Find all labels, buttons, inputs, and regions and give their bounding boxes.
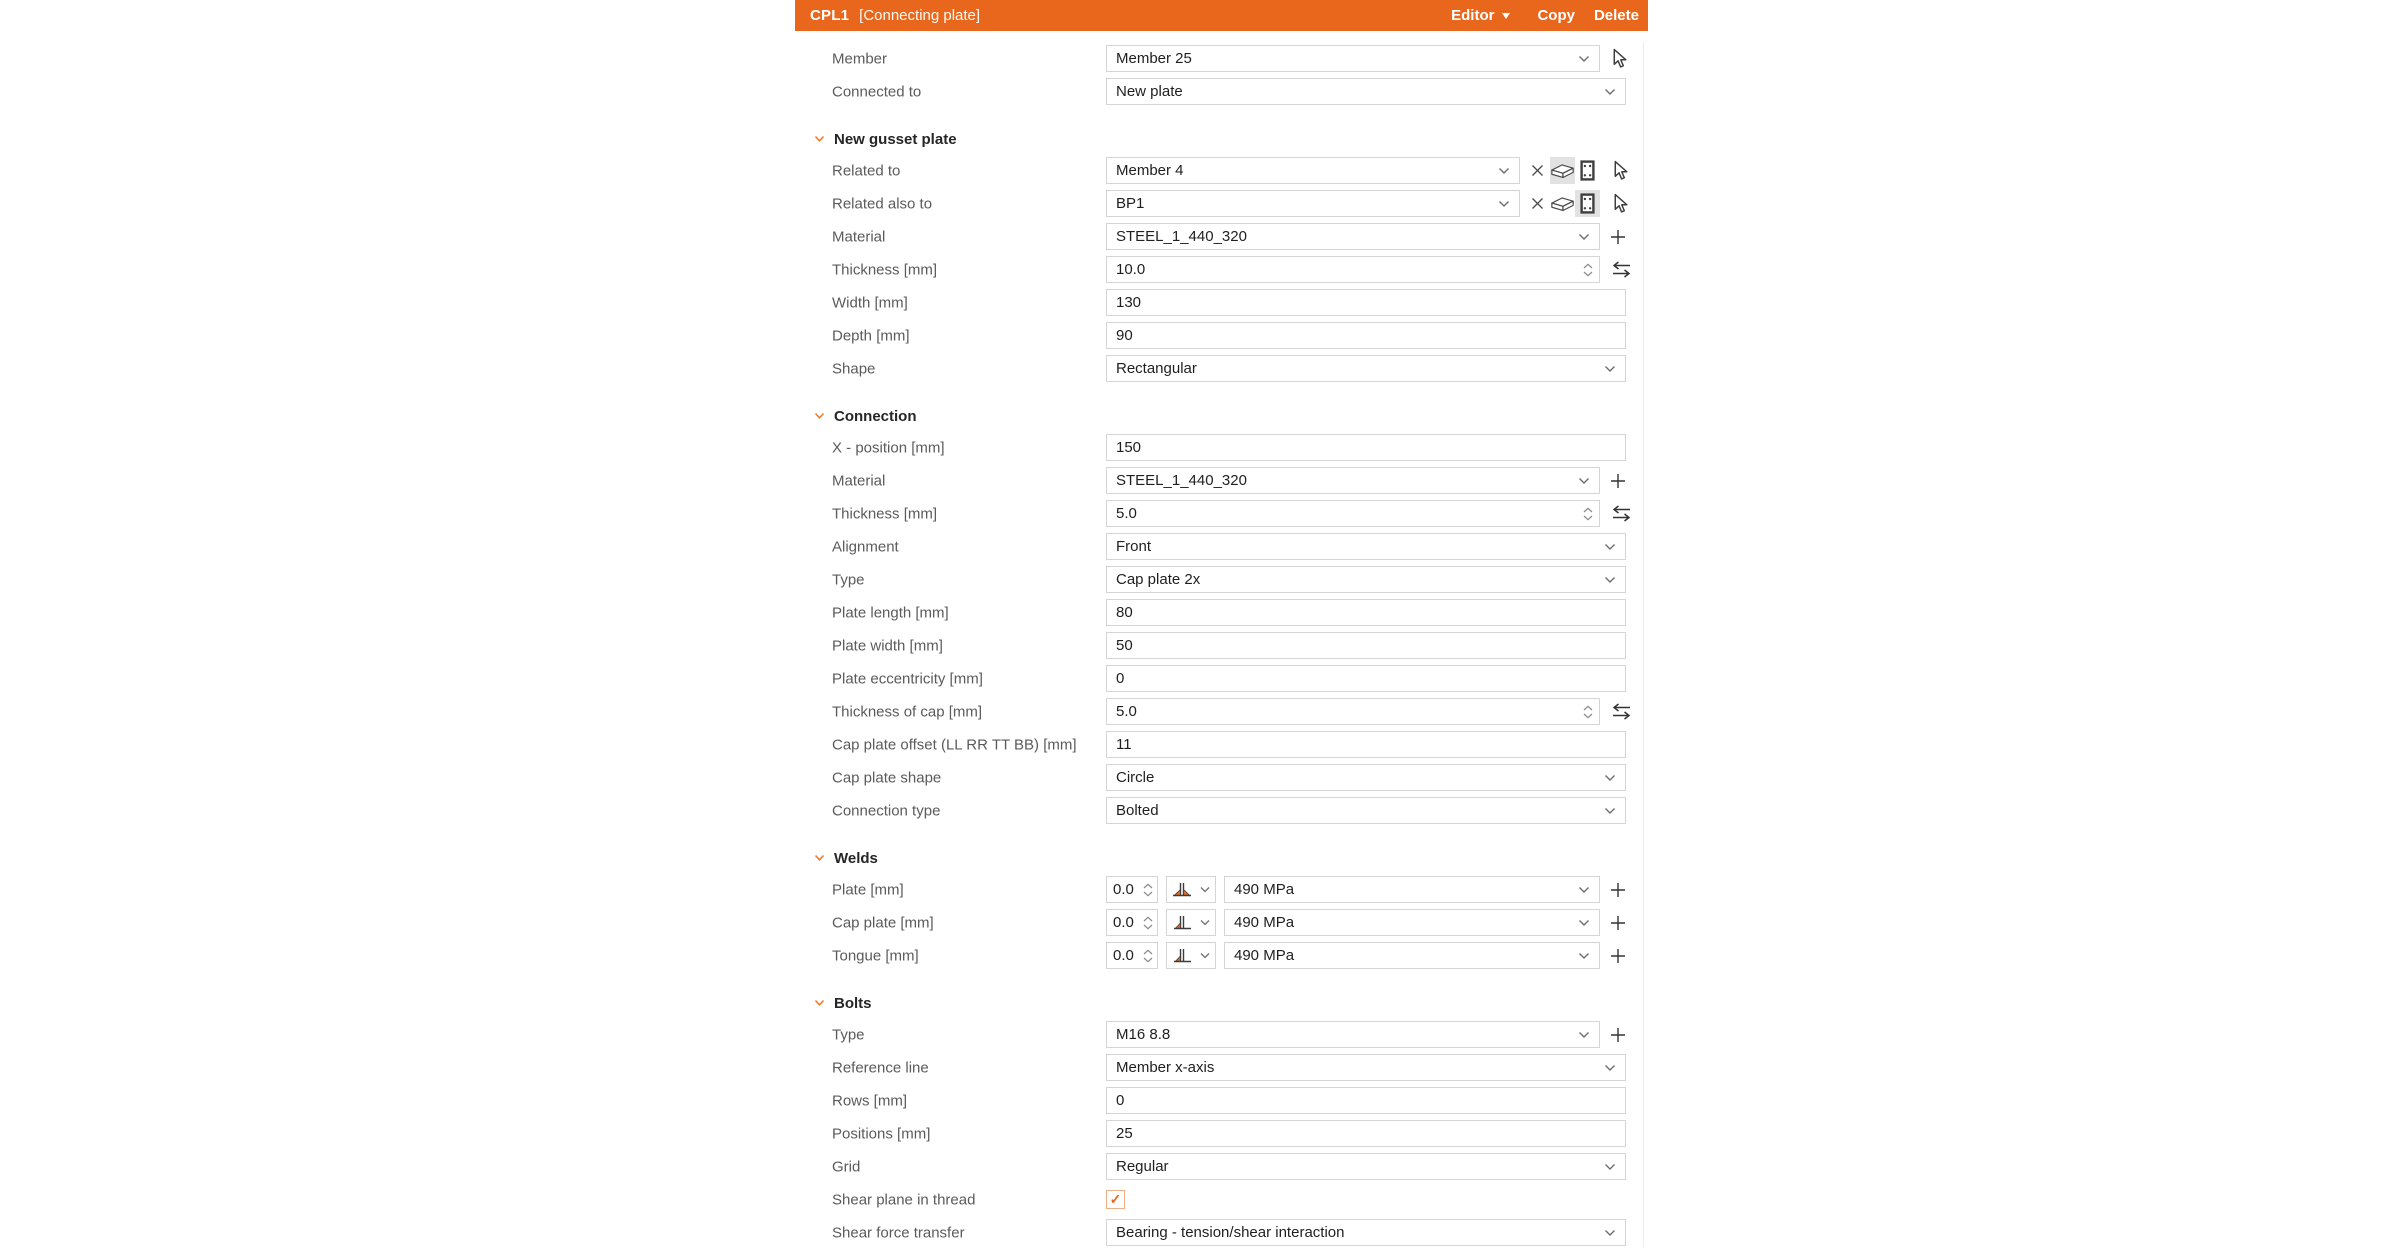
weld-cap-plate-material-select[interactable]: 490 MPa xyxy=(1224,909,1600,936)
row-weld-cap-plate xyxy=(795,906,1648,939)
section-title: Connection xyxy=(834,407,917,425)
related-to-select[interactable]: Member 4 xyxy=(1106,157,1520,184)
pick-in-scene-cursor-icon[interactable] xyxy=(1610,48,1628,69)
plate-width-input[interactable]: 50 xyxy=(1106,632,1626,659)
connection-material-select[interactable]: STEEL_1_440_320 xyxy=(1106,467,1600,494)
fillet-weld-icon xyxy=(1171,914,1193,931)
cap-plate-offset-label: Cap plate offset (LL RR TT BB) [mm] xyxy=(832,736,1077,753)
swap-direction-icon[interactable] xyxy=(1610,261,1633,278)
row-shear-force-transfer xyxy=(795,1216,1648,1249)
pick-in-scene-cursor-icon[interactable] xyxy=(1607,190,1632,217)
row-shear-plane-in-thread xyxy=(795,1183,1648,1216)
weld-tongue-label: Tongue [mm] xyxy=(832,947,919,964)
row-plate-width xyxy=(795,629,1648,662)
gusset-material-select[interactable]: STEEL_1_440_320 xyxy=(1106,223,1600,250)
row-gusset-thickness xyxy=(795,253,1648,286)
row-grid xyxy=(795,1150,1648,1183)
chevron-down-icon xyxy=(1604,365,1616,373)
section-title: Bolts xyxy=(834,994,872,1012)
material-label: Material xyxy=(832,228,886,245)
clear-selection-icon[interactable] xyxy=(1525,190,1550,217)
chevron-down-icon xyxy=(1578,1031,1590,1039)
operation-type-label: [Connecting plate] xyxy=(859,7,981,24)
copy-button[interactable]: Copy xyxy=(1537,7,1575,24)
operation-id: CPL1 xyxy=(810,7,850,24)
row-x-position xyxy=(795,431,1648,464)
double-fillet-weld-icon xyxy=(1171,881,1193,898)
bolt-type-label: Type xyxy=(832,1026,865,1043)
shear-plane-in-thread-checkbox[interactable] xyxy=(1106,1190,1125,1209)
gusset-depth-input[interactable]: 90 xyxy=(1106,322,1626,349)
plate-eccentricity-input[interactable]: 0 xyxy=(1106,665,1626,692)
alignment-select[interactable]: Front xyxy=(1106,533,1626,560)
type-select[interactable]: Cap plate 2x xyxy=(1106,566,1626,593)
row-cap-plate-offset xyxy=(795,728,1648,761)
weld-type-select[interactable] xyxy=(1166,909,1216,936)
row-bolt-type xyxy=(795,1018,1648,1051)
bolt-positions-input[interactable]: 25 xyxy=(1106,1120,1626,1147)
alignment-label: Alignment xyxy=(832,538,899,555)
depth-label: Depth [mm] xyxy=(832,327,910,344)
width-label: Width [mm] xyxy=(832,294,908,311)
row-connection-material xyxy=(795,464,1648,497)
shear-force-transfer-label: Shear force transfer xyxy=(832,1224,965,1241)
connected-to-select[interactable]: New plate xyxy=(1106,78,1626,105)
stepper-up-down-icon[interactable] xyxy=(1583,507,1593,521)
row-thickness-of-cap xyxy=(795,695,1648,728)
bolt-positions-label: Positions [mm] xyxy=(832,1125,931,1142)
shear-plane-in-thread-label: Shear plane in thread xyxy=(832,1191,976,1208)
pick-in-scene-cursor-icon[interactable] xyxy=(1607,157,1632,184)
thickness-label: Thickness [mm] xyxy=(832,505,938,522)
gusset-shape-select[interactable]: Rectangular xyxy=(1106,355,1626,382)
row-weld-tongue xyxy=(795,939,1648,972)
row-alignment xyxy=(795,530,1648,563)
stepper-up-down-icon[interactable] xyxy=(1583,705,1593,719)
add-bolt-assembly-button[interactable] xyxy=(1610,1027,1626,1043)
chevron-down-icon xyxy=(1604,1163,1616,1171)
shape-label: Shape xyxy=(832,360,876,377)
connection-type-select[interactable]: Bolted xyxy=(1106,797,1626,824)
x-position-label: X - position [mm] xyxy=(832,439,945,456)
chevron-down-icon xyxy=(1200,952,1210,959)
chevron-down-icon xyxy=(1200,886,1210,893)
cap-plate-shape-select[interactable]: Circle xyxy=(1106,764,1626,791)
checkmark-icon: ✓ xyxy=(1109,1191,1122,1207)
section-bolts[interactable] xyxy=(795,988,1648,1018)
row-related-also-to xyxy=(795,187,1648,220)
related-to-label: Related to xyxy=(832,162,901,179)
connected-to-label: Connected to xyxy=(832,83,922,100)
row-connection-type-select xyxy=(795,563,1648,596)
connection-type-label: Connection type xyxy=(832,802,941,819)
stepper-up-down-icon[interactable] xyxy=(1143,883,1153,897)
shear-force-transfer-select[interactable]: Bearing - tension/shear interaction xyxy=(1106,1219,1626,1246)
section-connection[interactable] xyxy=(795,401,1648,431)
chevron-down-icon xyxy=(1604,543,1616,551)
chevron-down-icon xyxy=(1578,233,1590,241)
chevron-down-icon xyxy=(1604,807,1616,815)
stepper-up-down-icon[interactable] xyxy=(1143,949,1153,963)
plate-width-label: Plate width [mm] xyxy=(832,637,943,654)
add-material-button[interactable] xyxy=(1610,473,1626,489)
plate-length-label: Plate length [mm] xyxy=(832,604,949,621)
row-gusset-shape xyxy=(795,352,1648,385)
chevron-down-icon xyxy=(1498,167,1510,175)
select-member-3d-icon[interactable] xyxy=(1550,157,1575,184)
related-also-to-label: Related also to xyxy=(832,195,933,212)
cap-plate-shape-label: Cap plate shape xyxy=(832,769,942,786)
chevron-down-icon xyxy=(1498,200,1510,208)
section-expand-chevron-icon xyxy=(814,135,825,143)
select-member-3d-icon[interactable] xyxy=(1550,190,1575,217)
operation-header xyxy=(795,0,1648,31)
stepper-up-down-icon[interactable] xyxy=(1143,916,1153,930)
chevron-down-icon xyxy=(1578,886,1590,894)
row-connection-type xyxy=(795,794,1648,827)
chevron-down-icon xyxy=(1200,919,1210,926)
row-weld-plate xyxy=(795,873,1648,906)
weld-cap-plate-label: Cap plate [mm] xyxy=(832,914,934,931)
type-label: Type xyxy=(832,571,865,588)
section-welds[interactable] xyxy=(795,843,1648,873)
row-plate-eccentricity xyxy=(795,662,1648,695)
row-connected-to xyxy=(795,75,1648,108)
row-gusset-material xyxy=(795,220,1648,253)
caret-down-icon xyxy=(1502,13,1510,19)
row-bolt-positions xyxy=(795,1117,1648,1150)
add-weld-material-button[interactable] xyxy=(1610,948,1626,964)
gusset-thickness-input[interactable]: 10.0 xyxy=(1106,256,1600,283)
row-gusset-width xyxy=(795,286,1648,319)
member-select[interactable]: Member 25 xyxy=(1106,45,1600,72)
weld-type-select[interactable] xyxy=(1166,942,1216,969)
material-label: Material xyxy=(832,472,886,489)
plate-eccentricity-label: Plate eccentricity [mm] xyxy=(832,670,983,687)
stepper-up-down-icon[interactable] xyxy=(1583,263,1593,277)
related-also-to-select[interactable]: BP1 xyxy=(1106,190,1520,217)
chevron-down-icon xyxy=(1578,919,1590,927)
weld-tongue-size-input[interactable]: 0.0 xyxy=(1106,942,1158,969)
reference-line-label: Reference line xyxy=(832,1059,929,1076)
chevron-down-icon xyxy=(1578,55,1590,63)
plate-length-input[interactable]: 80 xyxy=(1106,599,1626,626)
row-gusset-depth xyxy=(795,319,1648,352)
clear-selection-icon[interactable] xyxy=(1525,157,1550,184)
select-plate-icon[interactable] xyxy=(1575,157,1600,184)
bolt-rows-label: Rows [mm] xyxy=(832,1092,907,1109)
add-weld-material-button[interactable] xyxy=(1610,915,1626,931)
chevron-down-icon xyxy=(1604,1229,1616,1237)
fillet-weld-icon xyxy=(1171,947,1193,964)
chevron-down-icon xyxy=(1578,952,1590,960)
select-plate-icon[interactable] xyxy=(1575,190,1600,217)
row-related-to xyxy=(795,154,1648,187)
delete-button[interactable]: Delete xyxy=(1593,7,1639,24)
chevron-down-icon xyxy=(1604,88,1616,96)
swap-direction-icon[interactable] xyxy=(1610,703,1633,720)
weld-cap-plate-size-input[interactable]: 0.0 xyxy=(1106,909,1158,936)
properties-form xyxy=(795,31,1648,1249)
weld-tongue-material-select[interactable]: 490 MPa xyxy=(1224,942,1600,969)
row-connection-thickness xyxy=(795,497,1648,530)
thickness-of-cap-label: Thickness of cap [mm] xyxy=(832,703,983,720)
weld-plate-material-select[interactable]: 490 MPa xyxy=(1224,876,1600,903)
row-member xyxy=(795,42,1648,75)
swap-direction-icon[interactable] xyxy=(1610,505,1633,522)
chevron-down-icon xyxy=(1578,477,1590,485)
weld-type-select[interactable] xyxy=(1166,876,1216,903)
connection-thickness-input[interactable]: 5.0 xyxy=(1106,500,1600,527)
section-expand-chevron-icon xyxy=(814,854,825,862)
section-title: Welds xyxy=(834,849,878,867)
section-title: New gusset plate xyxy=(834,130,957,148)
thickness-label: Thickness [mm] xyxy=(832,261,938,278)
x-position-input[interactable]: 150 xyxy=(1106,434,1626,461)
weld-plate-size-input[interactable]: 0.0 xyxy=(1106,876,1158,903)
editor-menu-button[interactable] xyxy=(1451,7,1510,24)
bolt-rows-input[interactable]: 0 xyxy=(1106,1087,1626,1114)
grid-label: Grid xyxy=(832,1158,861,1175)
chevron-down-icon xyxy=(1604,1064,1616,1072)
grid-select[interactable]: Regular xyxy=(1106,1153,1626,1180)
bolt-type-select[interactable]: M16 8.8 xyxy=(1106,1021,1600,1048)
cap-plate-offset-input[interactable]: 11 xyxy=(1106,731,1626,758)
chevron-down-icon xyxy=(1604,576,1616,584)
add-material-button[interactable] xyxy=(1610,229,1626,245)
editor-menu-label: Editor xyxy=(1451,7,1495,24)
gusset-width-input[interactable]: 130 xyxy=(1106,289,1626,316)
section-expand-chevron-icon xyxy=(814,999,825,1007)
section-new-gusset-plate[interactable] xyxy=(795,124,1648,154)
row-bolt-rows xyxy=(795,1084,1648,1117)
section-expand-chevron-icon xyxy=(814,412,825,420)
chevron-down-icon xyxy=(1604,774,1616,782)
add-weld-material-button[interactable] xyxy=(1610,882,1626,898)
row-reference-line xyxy=(795,1051,1648,1084)
thickness-of-cap-input[interactable]: 5.0 xyxy=(1106,698,1600,725)
reference-line-select[interactable]: Member x-axis xyxy=(1106,1054,1626,1081)
weld-plate-label: Plate [mm] xyxy=(832,881,904,898)
row-plate-length xyxy=(795,596,1648,629)
row-cap-plate-shape xyxy=(795,761,1648,794)
member-label: Member xyxy=(832,50,888,67)
